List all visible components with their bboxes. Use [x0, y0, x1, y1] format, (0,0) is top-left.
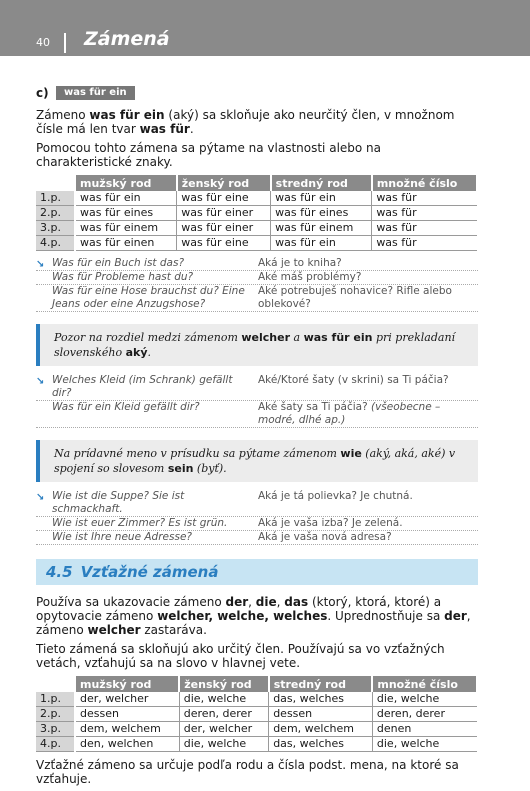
declension-table-was-fur-ein	[36, 175, 478, 251]
declension-table-relative-pronouns	[36, 676, 478, 752]
table-row: 4.p. den, welchen die, welche das, welches die, welche	[36, 737, 477, 752]
note-welcher-vs-was-fur-ein: Pozor na rozdiel medzi zámenom welcher a was für ein pri prekladaní slovenského aký.	[36, 324, 478, 366]
subsection-letter: c)	[36, 86, 49, 100]
page-header	[0, 0, 530, 56]
page-content	[36, 86, 478, 791]
arrow-icon: ↘	[36, 259, 45, 270]
examples-was-fur-ein	[36, 257, 478, 312]
intro-paragraph-1: Zámeno was für ein (aký) sa skloňuje ako neurčitý člen, v množnom čísle má len tvar was für.	[36, 108, 455, 136]
section-paragraph-3: Vzťažné zámeno sa určuje podľa rodu a čísla podst. mena, na ktoré sa vzťahuje.	[36, 758, 459, 786]
table-row: 1.p. der, welcher die, welche das, welches die, welche	[36, 692, 477, 707]
table-row: 3.p. was für einem was für einer was für einem was für	[36, 221, 477, 236]
header-separator	[64, 33, 66, 53]
table-row: 2.p. dessen deren, derer dessen deren, derer	[36, 707, 477, 722]
table-row: 2.p. was für eines was für einer was für eines was für	[36, 206, 477, 221]
table-row: 1.p. was für ein was für eine was für ein was für	[36, 191, 477, 206]
section-heading	[36, 559, 478, 585]
section-paragraph-1: Používa sa ukazovacie zámeno der, die, das (ktorý, ktorá, ktoré) a opytovacie zámeno welcher, welche, welches. Uprednostňuje sa der, zámeno welcher zastaráva.	[36, 595, 471, 637]
examples-wie	[36, 490, 478, 545]
section-number: 4.5	[46, 563, 73, 581]
example-row: ↘ Welches Kleid (im Schrank) gefällt dir? Aké/Ktoré šaty (v skrini) sa Ti páčia?	[36, 374, 478, 401]
examples-welcher	[36, 374, 478, 428]
example-row: Was für eine Hose brauchst du? Eine Jeans oder eine Anzugshose? Aké potrebuješ nohavice? Rifle alebo oblekové?	[36, 285, 478, 312]
example-row: Wie ist euer Zimmer? Es ist grün. Aká je vaša izba? Je zelená.	[36, 517, 478, 531]
example-row: Was für ein Kleid gefällt dir? Aké šaty sa Ti páčia? (všeobecne – modré, dlhé ap.)	[36, 401, 478, 428]
table-row: 4.p. was für einen was für eine was für ein was für	[36, 236, 477, 251]
section-paragraph-2: Tieto zámená sa skloňujú ako určitý člen. Používajú sa vo vzťažných vetách, vzťahujú sa na slovo v hlavnej vete.	[36, 642, 445, 670]
arrow-icon: ↘	[36, 492, 45, 503]
page-number: 40	[36, 36, 50, 49]
table-header-row: mužský rod ženský rod stredný rod množné číslo	[36, 175, 477, 191]
subsection-heading	[36, 86, 478, 100]
section-title: Vzťažné zámená	[80, 563, 219, 581]
chapter-title: Zámená	[84, 28, 170, 50]
example-row: ↘ Was für ein Buch ist das? Aká je to kniha?	[36, 257, 478, 271]
note-wie-sein: Na prídavné meno v prísudku sa pýtame zámenom wie (aký, aká, aké) v spojení so slovesom sein (byť).	[36, 440, 478, 482]
example-row: Was für Probleme hast du? Aké máš problémy?	[36, 271, 478, 285]
arrow-icon: ↘	[36, 376, 45, 387]
table-row: 3.p. dem, welchem der, welcher dem, welchem denen	[36, 722, 477, 737]
example-row: Wie ist Ihre neue Adresse? Aká je vaša nová adresa?	[36, 531, 478, 545]
subsection-badge: was für ein	[56, 86, 135, 100]
intro-paragraph-2: Pomocou tohto zámena sa pýtame na vlastnosti alebo na charakteristické znaky.	[36, 141, 382, 169]
example-row: ↘ Wie ist die Suppe? Sie ist schmackhaft. Aká je tá polievka? Je chutná.	[36, 490, 478, 517]
table-header-row: mužský rod ženský rod stredný rod množné číslo	[36, 676, 477, 692]
